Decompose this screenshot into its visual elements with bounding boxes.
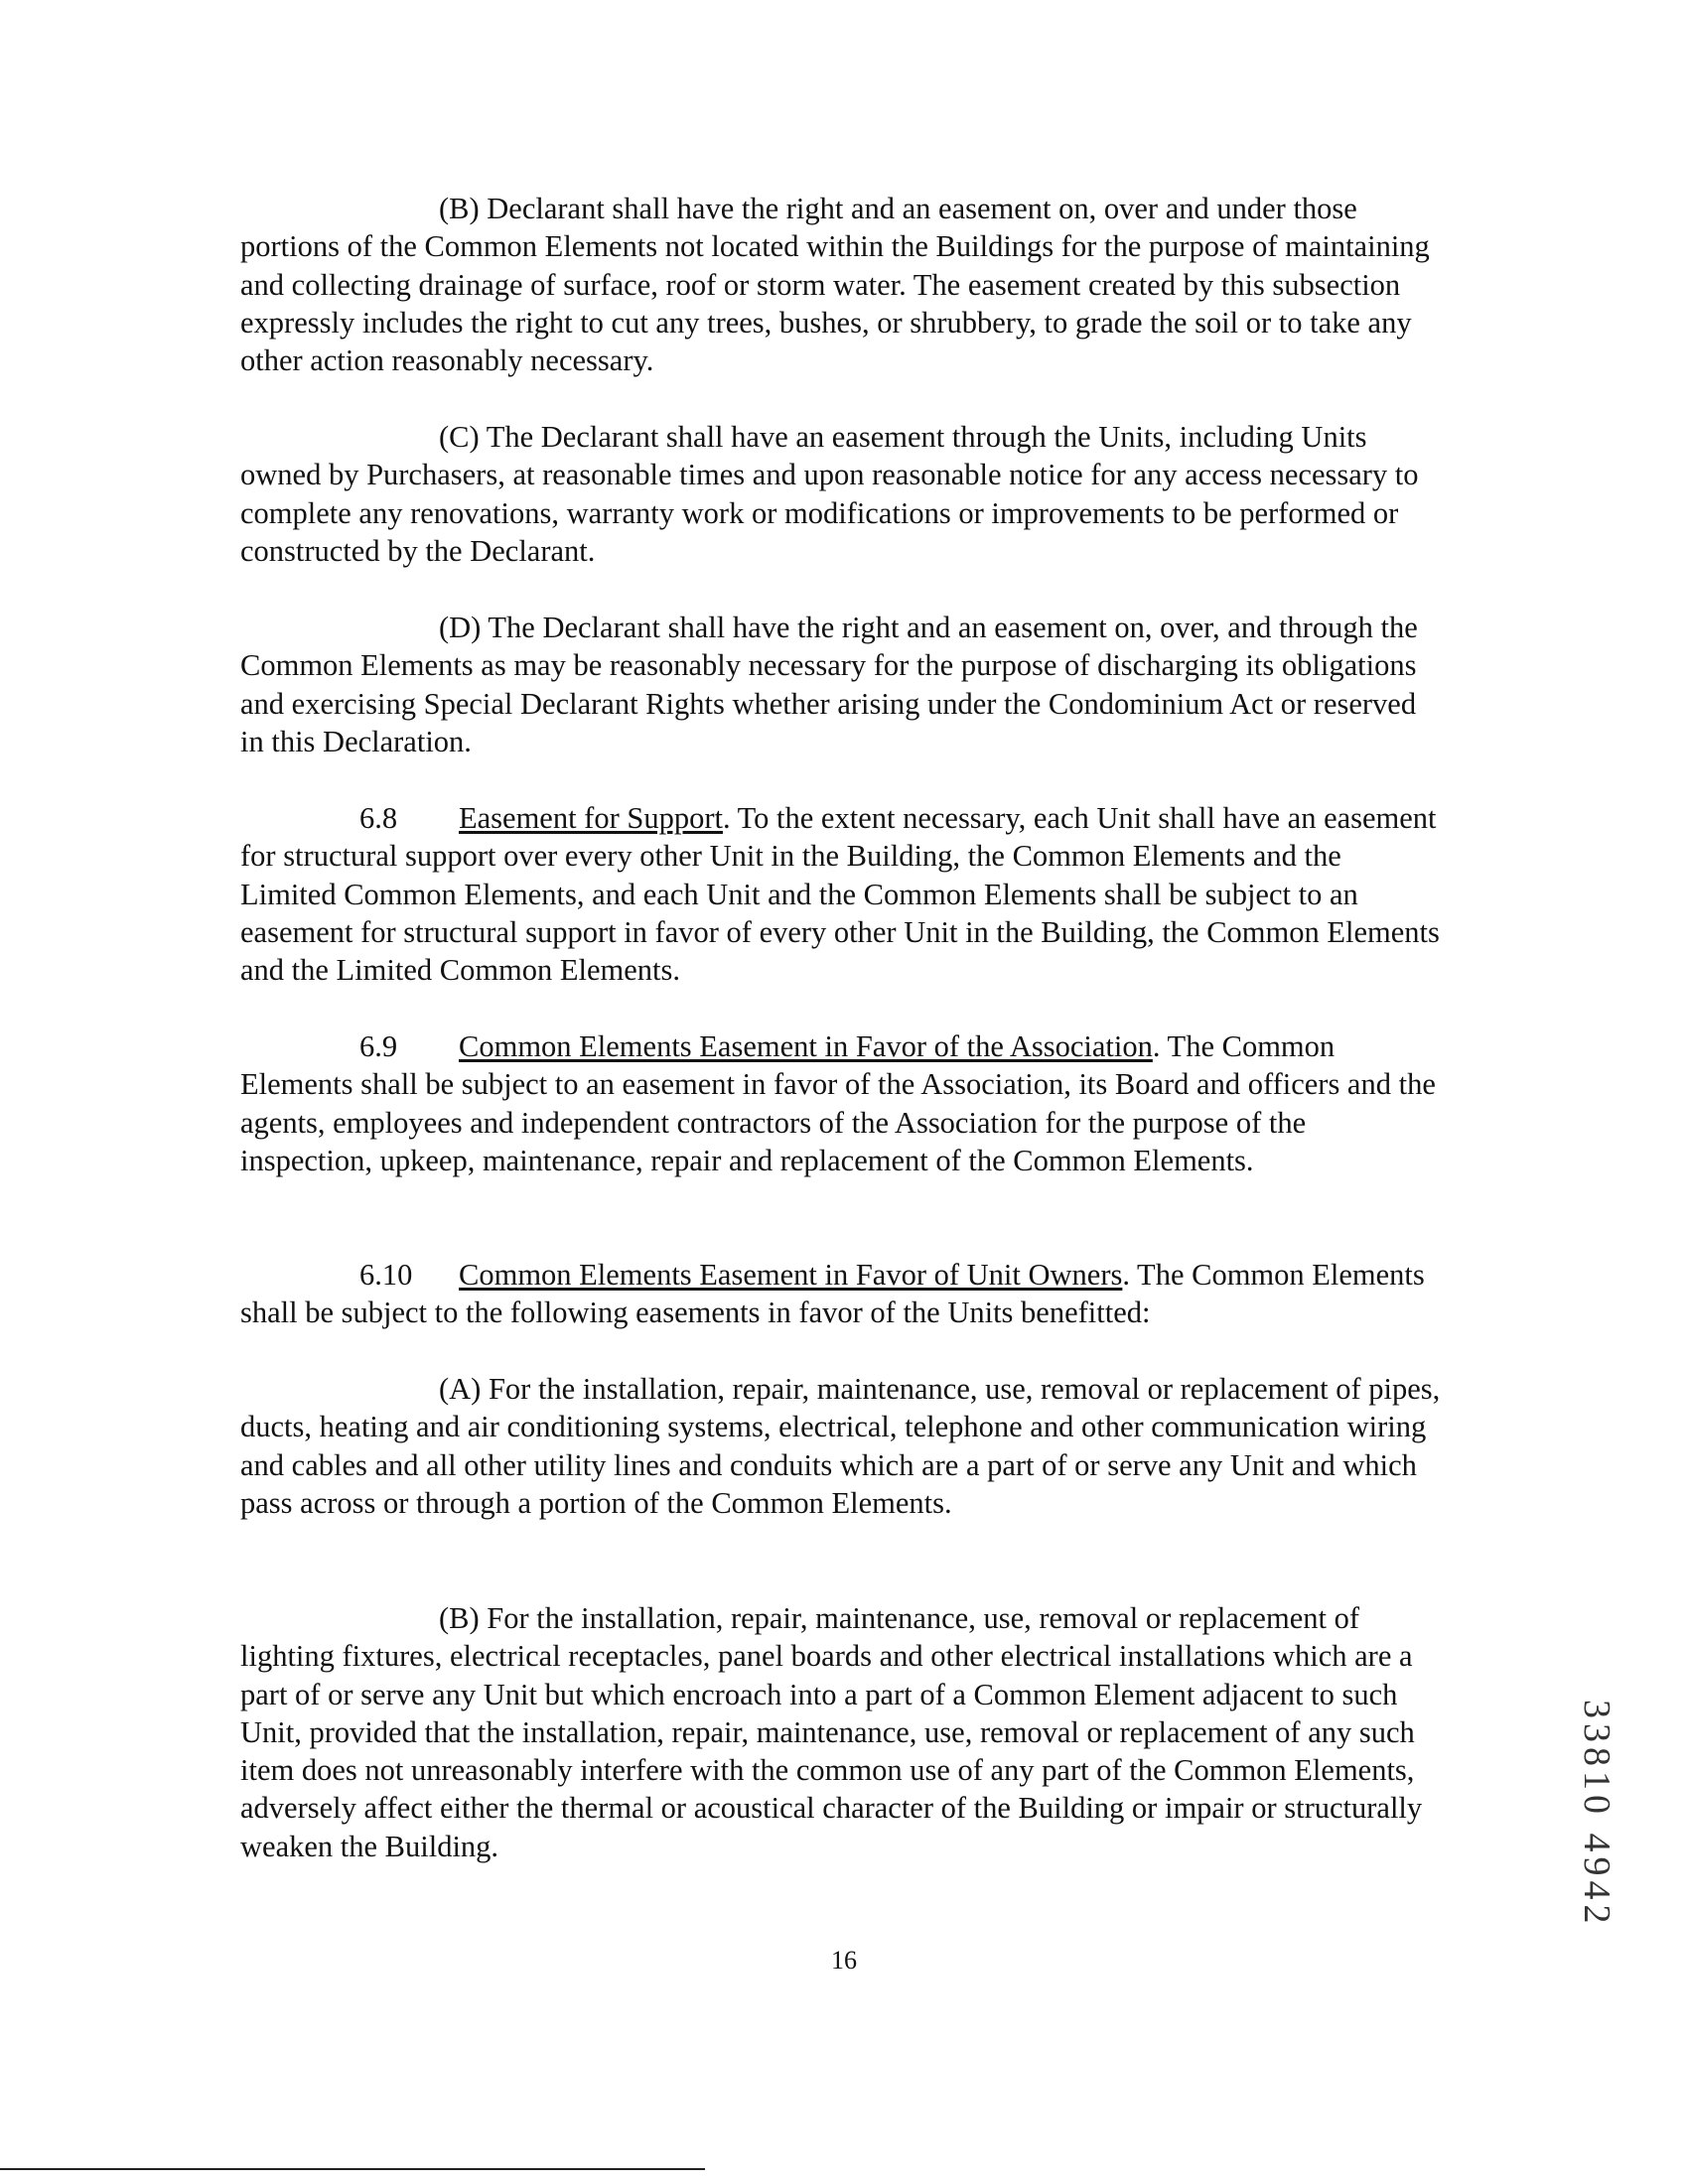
section-number: 6.8	[359, 801, 398, 835]
paragraph-declarant-drainage-easement	[240, 190, 1442, 379]
section-heading: Common Elements Easement in Favor of the Association	[459, 1029, 1153, 1063]
paragraph-text: (C) The Declarant shall have an easement through the Units, including Units owned by Purchasers, at reasonable times and upon reasonable notice for any access necessary to complete any renovations, warranty work or modifications or improvements to be performed or constructed by the Declarant.	[240, 420, 1419, 568]
section-6-8	[240, 799, 1442, 989]
paragraph-declarant-units-easement	[240, 418, 1442, 570]
page-number: 16	[831, 1946, 857, 1975]
section-body: . The Common Elements shall be subject to an easement in favor of the Association, its Board and officers and the agents, employees and independent contractors of the Association for the purpose of the inspection, upkeep, maintenance, repair and replacement of the Common Elements.	[240, 1029, 1436, 1177]
paragraph-text: (B) Declarant shall have the right and an easement on, over and under those portions of the Common Elements not located within the Buildings for the purpose of maintaining and collecting drainage of surface, roof or storm water. The easement created by this subsection expressly includes the right to cut any trees, bushes, or shrubbery, to grade the soil or to take any other action reasonably necessary.	[240, 192, 1430, 378]
section-6-10	[240, 1256, 1442, 1332]
section-heading: Easement for Support	[459, 801, 723, 835]
section-number: 6.10	[359, 1258, 413, 1292]
section-body: . The Common Elements shall be subject to the following easements in favor of the Units benefitted:	[240, 1258, 1425, 1330]
section-heading: Common Elements Easement in Favor of Unit Owners	[459, 1258, 1123, 1292]
section-body: . To the extent necessary, each Unit shall have an easement for structural support over every other Unit in the Building, the Common Elements and the Limited Common Elements, and each Unit and the Common Elements shall be subject to an easement for structural support in favor of every other Unit in the Building, the Common Elements and the Limited Common Elements.	[240, 801, 1440, 988]
section-number: 6.9	[359, 1029, 398, 1063]
paragraph-text: (D) The Declarant shall have the right and an easement on, over, and through the Common Elements as may be reasonably necessary for the purpose of discharging its obligations and exercising Special Declarant Rights whether arising under the Condominium Act or reserved in this Declaration.	[240, 611, 1418, 758]
subparagraph-b-electrical-installations	[240, 1599, 1442, 1865]
subparagraph-text: (A) For the installation, repair, maintenance, use, removal or replacement of pipes, ducts, heating and air conditioning systems, electrical, telephone and other communication wiring and cables and all other utility lines and conduits which are a part of or serve any Unit and which pass across or through a portion of the Common Elements.	[240, 1372, 1441, 1520]
subparagraph-text: (B) For the installation, repair, maintenance, use, removal or replacement of lighting fixtures, electrical receptacles, panel boards and other electrical installations which are a part of or serve any Unit but which encroach into a part of a Common Element adjacent to such Unit, provided that the installation, repair, maintenance, use, removal or replacement of any such item does not unreasonably interfere with the common use of any part of the Common Elements, adversely affect either the thermal or acoustical character of the Building or impair or structurally weaken the Building.	[240, 1601, 1423, 1863]
subparagraph-a-utility-lines	[240, 1370, 1442, 1522]
section-6-9	[240, 1027, 1442, 1179]
bates-stamp: 33810 4942	[1576, 1700, 1618, 1929]
paragraph-declarant-rights-easement	[240, 609, 1442, 760]
footer-rule	[0, 2168, 705, 2170]
